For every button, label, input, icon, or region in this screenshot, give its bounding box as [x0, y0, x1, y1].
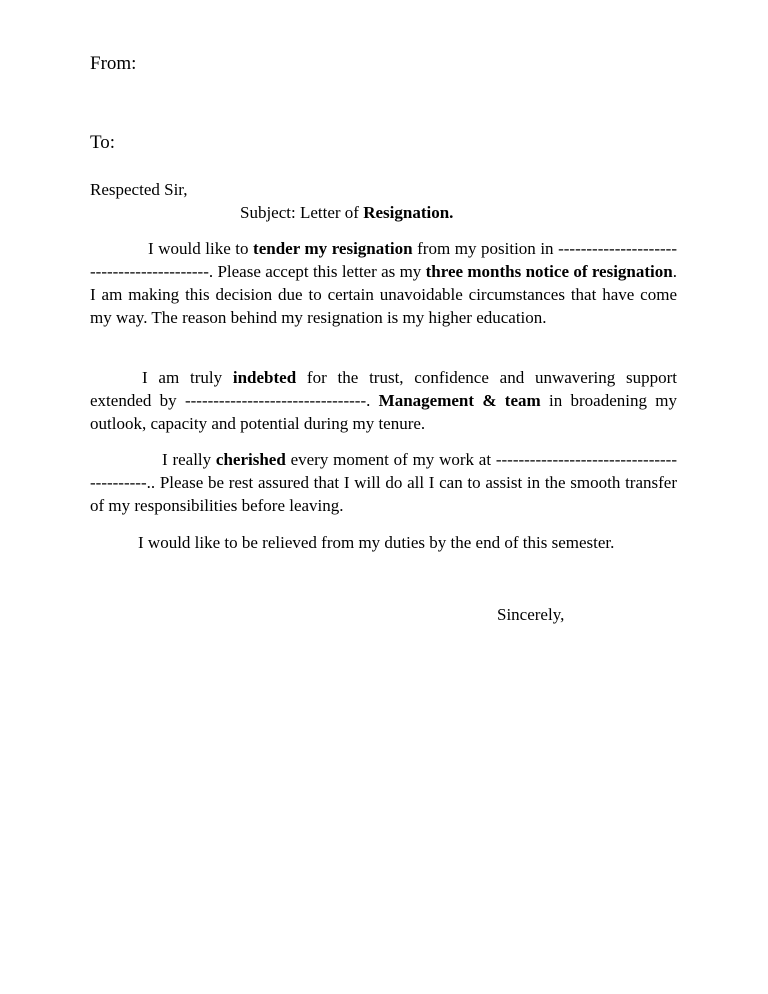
paragraph-1: [90, 237, 677, 329]
p2-bold-2: Management & team: [378, 391, 541, 410]
p3-text-1: I really: [162, 450, 216, 469]
p1-text-2: from my position in ------------------------------------------. Please accept this letter as my: [90, 239, 677, 281]
p3-bold-1: cherished: [215, 450, 286, 469]
p2-bold-1: indebted: [232, 368, 297, 387]
to-label: To:: [90, 132, 116, 153]
p3-text-2: every moment of my work at ------------------------------------------.. Please be rest assured that I will do all I can to assist in the smooth transfer of my responsibilities before leaving.: [90, 450, 677, 515]
p1-text-3: . I am making this decision due to certain unavoidable circumstances that have come my way. The reason behind my resignation is my higher education.: [90, 262, 677, 327]
p1-bold-2: three months notice of resignation: [425, 262, 673, 281]
paragraph-4: I would like to be relieved from my duties by the end of this semester.: [138, 533, 615, 552]
p2-text-1: I am truly: [142, 368, 233, 387]
subject-bold: Resignation.: [363, 203, 454, 222]
paragraph-2: [90, 366, 677, 435]
salutation: Respected Sir,: [90, 180, 188, 199]
p2-text-2: for the trust, confidence and unwavering support extended by --------------------------------.: [90, 368, 677, 410]
p1-bold-1: tender my resignation: [253, 239, 413, 258]
p1-text-1: I would like to: [148, 239, 254, 258]
subject-prefix: Subject: Letter of: [240, 203, 364, 222]
closing: Sincerely,: [497, 605, 565, 624]
paragraph-3: [90, 448, 677, 517]
from-label: From:: [90, 53, 137, 74]
p2-text-3: in broadening my outlook, capacity and potential during my tenure.: [90, 391, 677, 433]
subject-line: [240, 201, 453, 224]
